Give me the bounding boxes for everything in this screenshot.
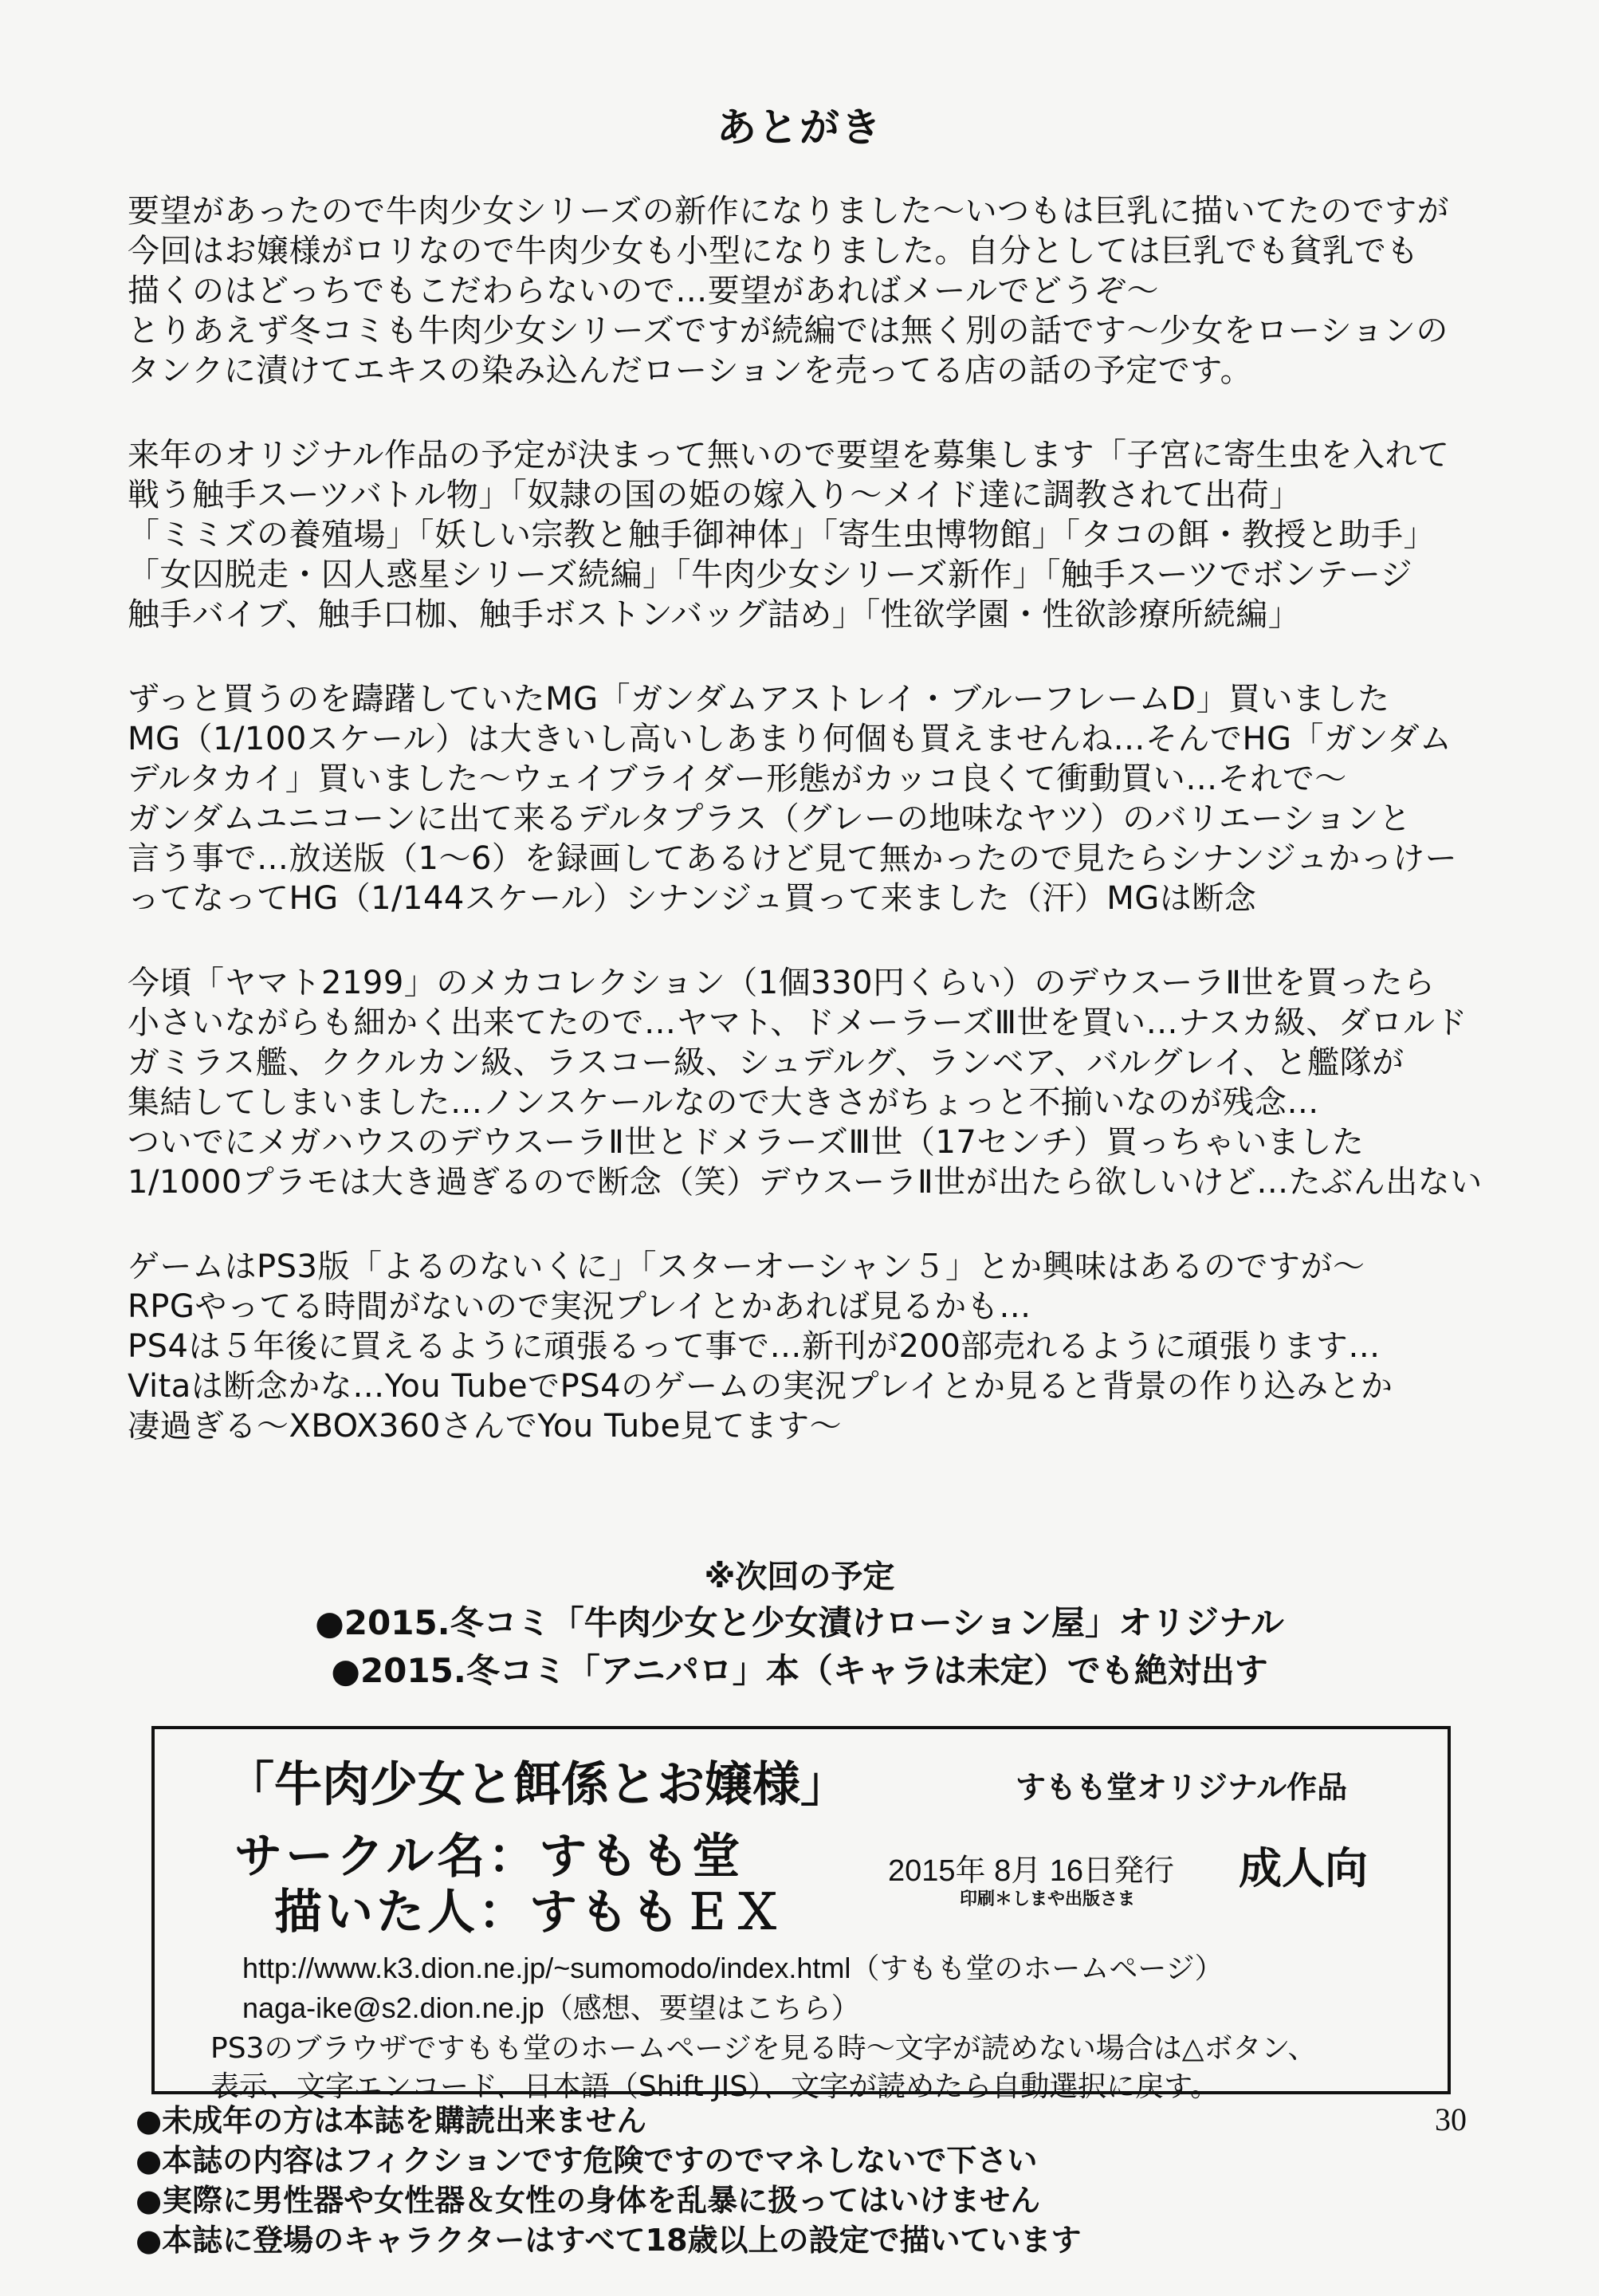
text-line: 凄過ぎる〜XBOX360さんでYou Tube見てます〜 [128,1408,843,1445]
text-line: 来年のオリジナル作品の予定が決まって無いので要望を募集します「子宮に寄生虫を入れて [128,437,1450,474]
paragraph-gundam [128,679,1499,918]
text-line: ゲームはPS3版「よるのないくに」「スターオーシャン５」とか興味はあるのですが〜 [128,1248,1365,1285]
adult-rating: 成人向 [1239,1843,1368,1893]
notice-item: ●実際に男性器や女性器＆女性の身体を乱暴に扱ってはいけません [136,2183,1041,2218]
text-line: ガンダムユニコーンに出て来るデルタプラス（グレーの地味なヤツ）のバリエーションと [128,800,1412,837]
text-line: ってなってHG（1/144スケール）シナンジュ買って来ました（汗）MGは断念 [128,880,1257,917]
colophon-box [151,1726,1451,2103]
paragraph-requests [128,191,1499,391]
text-line: RPGやってる時間がないので実況プレイとかあれば見るかも… [128,1288,1031,1325]
notices [136,2101,1082,2260]
text-line: 描くのはどっちでもこだわらないので…要望があればメールでどうぞ〜 [128,273,1159,309]
next-schedule [0,1555,1599,1695]
circle-name: サークル名：すもも堂 [234,1829,744,1885]
text-line: 1/1000プラモは大き過ぎるので断念（笑）デウスーラⅡ世が出たら欲しいけど…たぶん出ない [128,1164,1483,1201]
page-number: 30 [1435,2101,1467,2137]
book-title: 「牛肉少女と餌係とお嬢様」 [226,1757,848,1813]
text-line: 戦う触手スーツバトル物」「奴隷の国の姫の嫁入り〜メイド達に調教されて出荷」 [128,477,1302,513]
afterword-body [128,191,1499,1491]
book-subtitle: すもも堂オリジナル作品 [1016,1770,1348,1805]
schedule-heading: ※次回の予定 [704,1559,895,1595]
schedule-item: ●2015.冬コミ「牛肉少女と少女漬けローション屋」オリジナル [315,1603,1284,1642]
notice-item: ●本誌に登場のキャラクターはすべて18歳以上の設定で描いています [136,2223,1082,2258]
printer-credit: 印刷＊しまや出版さま [960,1889,1136,1909]
text-line: 集結してしまいました…ノンスケールなので大きさがちょっと不揃いなのが残念… [128,1084,1319,1121]
paragraph-next-year [128,435,1499,635]
schedule-item: ●2015.冬コミ「アニパロ」本（キャラは未定）でも絶対出す [331,1651,1268,1690]
text-line: タンクに漬けてエキスの染み込んだローションを売ってる店の話の予定です。 [128,352,1253,389]
text-line: 「ミミズの養殖場」「妖しい宗教と触手御神体」「寄生虫博物館」「タコの餌・教授と助手」 [128,517,1436,553]
text-line: デルタカイ」買いました〜ウェイブライダー形態がカッコ良くて衝動買い…それで〜 [128,761,1347,797]
text-line: 言う事で…放送版（1〜6）を録画してあるけど見て無かったので見たらシナンジュかっけー [128,840,1458,877]
paragraph-games [128,1247,1499,1446]
paragraph-yamato [128,963,1499,1202]
text-line: MG（1/100スケール）は大きいし高いしあまり何個も買えませんね…そんでHG「ガンダム [128,721,1452,757]
ps3-note: PS3のブラウザですもも堂のホームページを見る時〜文字が読めない場合は△ボタン、 [210,2032,1317,2065]
homepage-url: http://www.k3.dion.ne.jp/~sumomodo/index.html（すもも堂のホームページ） [242,1952,1224,1984]
text-line: ガミラス艦、ククルカン級、ラスコー級、シュデルグ、ランベア、バルグレイ、と艦隊が [128,1044,1405,1081]
text-line: 今回はお嬢様がロリなので牛肉少女も小型になりました。自分としては巨乳でも貧乳でも [128,233,1419,269]
text-line: とりあえず冬コミも牛肉少女シリーズですが続編では無く別の話です〜少女をローションの [128,313,1448,349]
text-line: 触手バイブ、触手口枷、触手ボストンバッグ詰め」「性欲学園・性欲診療所続編」 [128,596,1301,633]
text-line: ついでにメガハウスのデウスーラⅡ世とドメラーズⅢ世（17センチ）買っちゃいました [128,1124,1365,1161]
notice-item: ●未成年の方は本誌を購読出来ません [136,2103,647,2138]
ps3-note: 表示、文字エンコード、日本語（Shift JIS）、文字が読めたら自動選択に戻す。 [210,2070,1220,2103]
text-line: PS4は５年後に買えるように頑張るって事で…新刊が200部売れるように頑張ります… [128,1328,1381,1365]
notice-item: ●本誌の内容はフィクションです危険ですのでマネしないで下さい [136,2143,1038,2178]
text-line: Vitaは断念かな…You TubeでPS4のゲームの実況プレイとか見ると背景の作り込みとか [128,1368,1393,1405]
text-line: 今頃「ヤマト2199」のメカコレクション（1個330円くらい）のデウスーラⅡ世を買ったら [128,965,1436,1001]
text-line: ずっと買うのを躊躇していたMG「ガンダムアストレイ・ブルーフレームD」買いました [128,681,1390,718]
publish-date: 2015年 8月 16日発行 [888,1854,1175,1888]
text-line: 「女囚脱走・囚人惑星シリーズ続編」「牛肉少女シリーズ新作」「触手スーツでボンテージ [128,556,1413,593]
text-line: 要望があったので牛肉少女シリーズの新作になりました〜いつもは巨乳に描いてたのですが [128,193,1450,230]
text-line: 小さいながらも細かく出来てたので…ヤマト、ドメーラーズⅢ世を買い…ナスカ級、ダロルド [128,1005,1467,1041]
contact-email: naga-ike@s2.dion.ne.jp（感想、要望はこちら） [242,1991,860,2024]
artist-name: 描いた人：すももＥＸ [274,1885,784,1940]
page-title: あとがき [717,104,882,151]
